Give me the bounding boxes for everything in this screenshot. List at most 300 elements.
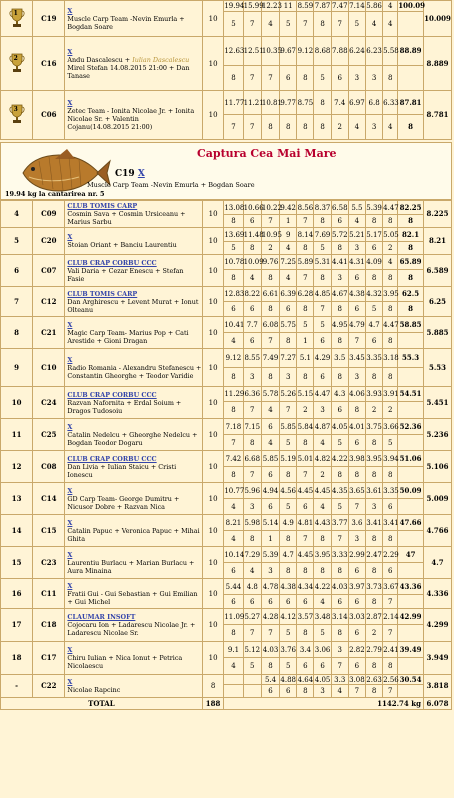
position-cell: 8 xyxy=(280,115,297,140)
position-cell: 5 xyxy=(314,242,331,255)
weight-cell: 9.1 xyxy=(224,642,243,658)
rods-count: 10 xyxy=(202,515,223,547)
rank-number: 3 xyxy=(13,106,18,113)
club-link[interactable]: CLUB TOMIS CARP xyxy=(67,289,138,298)
position-cell: 6 xyxy=(243,215,261,228)
weight-total: 58.85 xyxy=(398,317,424,333)
position-cell: 7 xyxy=(243,625,261,642)
position-cell: 7 xyxy=(243,115,261,140)
rank-number: 18 xyxy=(1,642,33,675)
table-row xyxy=(1,387,452,402)
position-cell: 6 xyxy=(224,595,243,609)
position-cell: 5 xyxy=(280,499,297,515)
position-cell: 8 xyxy=(261,115,279,140)
position-cell: 8 xyxy=(366,658,383,675)
team-name-cell xyxy=(65,642,202,675)
weight-cell: 7.87 xyxy=(314,2,331,10)
position-cell: 5 xyxy=(314,66,331,91)
weight-total: 52.36 xyxy=(398,419,424,435)
average-weight: 5.009 xyxy=(423,483,451,515)
average-weight: 4.336 xyxy=(423,579,451,609)
banner-x-link[interactable]: X xyxy=(137,169,145,179)
weight-cell: 4.12 xyxy=(280,609,297,625)
position-cell: 7 xyxy=(280,402,297,419)
position-cell: 6 xyxy=(331,66,348,91)
weight-cell: 2.79 xyxy=(366,642,383,658)
team-x-link[interactable]: X xyxy=(67,422,73,431)
weight-cell: 3.48 xyxy=(314,609,331,625)
position-cell: 6 xyxy=(280,685,297,698)
weight-cell: 4.45 xyxy=(314,483,331,499)
weight-cell: 6.33 xyxy=(383,91,398,115)
position-cell: 7 xyxy=(297,467,314,483)
team-code: C19 xyxy=(33,1,65,37)
weight-cell: 3.98 xyxy=(348,451,365,467)
weight-cell: 8.37 xyxy=(314,201,331,215)
club-link[interactable]: CLUB CRAP CORBU CCC xyxy=(67,454,157,463)
rods-count: 10 xyxy=(202,349,223,387)
team-name-cell xyxy=(65,609,202,642)
weight-cell: 3.6 xyxy=(348,515,365,531)
weight-cell: 8.55 xyxy=(243,349,261,368)
team-code: C15 xyxy=(33,515,65,547)
team-code: C22 xyxy=(33,675,65,698)
weight-cell: 3.4 xyxy=(297,642,314,658)
banner-code-text: C19 xyxy=(115,169,135,179)
position-cell: 8 xyxy=(297,685,314,698)
average-weight: 8.889 xyxy=(423,37,451,91)
team-name: Mirel Stefan 14.08.2015 21:00 + Dan Tanase xyxy=(67,63,190,80)
weight-cell: 5.14 xyxy=(261,515,279,531)
weight-cell: 12.23 xyxy=(261,2,282,10)
weight-cell: 6.68 xyxy=(243,451,261,467)
weight-cell: 10.77 xyxy=(224,483,243,499)
position-cell: 4 xyxy=(224,531,243,547)
position-cell: 7 xyxy=(243,402,261,419)
table-row xyxy=(1,547,452,563)
ranking-table xyxy=(0,200,452,710)
position-cell: 8 xyxy=(224,402,243,419)
weight-cell: 3.18 xyxy=(383,349,398,368)
weight-cell: 7.18 xyxy=(224,419,243,435)
weight-cell: 2.14 xyxy=(383,609,398,625)
position-cell: 8 xyxy=(224,270,243,287)
position-cell: 3 xyxy=(280,368,297,387)
position-cell: 8 xyxy=(314,531,331,547)
weight-cell: 4.38 xyxy=(348,287,365,302)
rank-number: 11 xyxy=(1,419,33,451)
position-cell: 6 xyxy=(243,595,261,609)
weight-cell: 3.67 xyxy=(383,579,398,595)
position-total xyxy=(398,499,424,515)
position-cell: 3 xyxy=(243,368,261,387)
average-weight: 5.53 xyxy=(423,349,451,387)
rods-count: 10 xyxy=(202,317,223,349)
position-cell: 5 xyxy=(243,658,261,675)
position-cell: 8 xyxy=(224,368,243,387)
position-cell: 8 xyxy=(366,563,383,579)
weight-cell: 7.25 xyxy=(280,255,297,270)
rods-count: 10 xyxy=(202,37,223,91)
table-row xyxy=(1,255,452,270)
position-cell: 8 xyxy=(331,302,348,317)
weight-cell xyxy=(243,675,261,685)
position-cell: 6 xyxy=(348,302,365,317)
position-cell: 8 xyxy=(261,658,279,675)
average-weight: 3.949 xyxy=(423,642,451,675)
weight-cell: 4.81 xyxy=(297,515,314,531)
position-cell: 4 xyxy=(383,115,398,140)
team-x-link[interactable]: X xyxy=(67,233,73,241)
position-cell: 4 xyxy=(348,215,365,228)
position-cell: 7 xyxy=(331,531,348,547)
position-cell: 8 xyxy=(383,333,398,349)
rank-number: 9 xyxy=(1,349,33,387)
position-cell: 4 xyxy=(331,685,348,698)
position-cell: 5 xyxy=(280,12,297,37)
team-x-link[interactable]: X xyxy=(67,99,73,107)
team-x-link[interactable]: X xyxy=(67,518,73,527)
weight-cell: 10.95 xyxy=(261,228,279,242)
team-name-cell xyxy=(65,579,202,609)
rods-count: 10 xyxy=(202,419,223,451)
position-cell: 3 xyxy=(261,563,279,579)
position-cell: 8 xyxy=(297,625,314,642)
weight-cell: 5.21 xyxy=(348,228,365,242)
position-cell: 4 xyxy=(261,402,279,419)
banner-team-code xyxy=(115,169,145,179)
weight-cell: 4.34 xyxy=(297,579,314,595)
weight-cell: 4.56 xyxy=(280,483,297,499)
weight-cell: 7.27 xyxy=(280,349,297,368)
position-cell: 8 xyxy=(348,402,365,419)
weight-cell: 8.21 xyxy=(224,515,243,531)
weight-cell: 4.31 xyxy=(348,255,365,270)
position-total xyxy=(398,333,424,349)
position-cell: 5 xyxy=(383,435,398,451)
position-cell: 6 xyxy=(331,595,348,609)
position-cell: 3 xyxy=(366,66,383,91)
weight-cell: 7.42 xyxy=(224,451,243,467)
position-cell: 7 xyxy=(243,467,261,483)
position-cell: 6 xyxy=(261,685,279,698)
team-name: Zetec Team - Ionita Nicolae Jr. + Ionita Nicolae Sr. + Valentin Cojanu(14.08.2015 21:00) xyxy=(67,107,195,131)
position-cell: 8 xyxy=(297,66,314,91)
weight-cell: 4.47 xyxy=(383,317,398,333)
weight-cell: 5.05 xyxy=(383,228,398,242)
weight-cell: 6.23 xyxy=(366,37,383,66)
weight-cell: 5.26 xyxy=(280,387,297,402)
average-weight: 4.7 xyxy=(423,547,451,579)
position-cell: 8 xyxy=(280,467,297,483)
weight-cell: 3.75 xyxy=(366,419,383,435)
weight-total: 82.25 xyxy=(398,201,424,215)
table-row xyxy=(1,483,452,499)
weight-cell: 5.84 xyxy=(297,419,314,435)
position-cell: 6 xyxy=(280,302,297,317)
team-code: C14 xyxy=(33,483,65,515)
position-cell: 8 xyxy=(331,368,348,387)
average-weight: 8.781 xyxy=(423,91,451,140)
team-x-link[interactable]: X xyxy=(67,550,73,559)
weight-cell: 3 xyxy=(331,642,348,658)
position-total xyxy=(398,368,424,387)
club-link[interactable]: CLUB CRAP CORBU CCC xyxy=(67,390,157,399)
weight-cell: 10.81 xyxy=(261,91,279,115)
weight-cell: 5 xyxy=(314,317,331,333)
position-cell: 8 xyxy=(383,270,398,287)
position-total xyxy=(398,595,424,609)
table-row xyxy=(1,451,452,467)
position-cell: 8 xyxy=(331,242,348,255)
weight-cell: 5 xyxy=(297,317,314,333)
rank-number: 1 xyxy=(13,9,18,17)
rods-count: 10 xyxy=(202,579,223,609)
position-cell: 6 xyxy=(224,302,243,317)
weight-total: 100.09 xyxy=(398,1,425,10)
position-cell: 8 xyxy=(261,270,279,287)
team-name: Catalin Papuc + Veronica Papuc + Mihai Ghita xyxy=(67,526,200,543)
weight-cell: 4.95 xyxy=(331,317,348,333)
team-x-link[interactable]: X xyxy=(67,355,73,364)
weight-cell: 4.35 xyxy=(331,483,348,499)
team-name-cell xyxy=(65,515,202,547)
team-code: C25 xyxy=(33,419,65,451)
position-total xyxy=(398,563,424,579)
weight-cell: 5.39 xyxy=(366,201,383,215)
position-cell: 2 xyxy=(261,242,279,255)
weight-cell: 11 xyxy=(280,1,297,12)
position-cell: 4 xyxy=(243,270,261,287)
weight-cell: 5.85 xyxy=(280,419,297,435)
position-cell: 4 xyxy=(243,563,261,579)
weight-cell: 4.94 xyxy=(261,483,279,499)
position-cell: 8 xyxy=(331,467,348,483)
position-cell: 7 xyxy=(297,531,314,547)
weight-cell: 3.03 xyxy=(348,609,365,625)
average-weight: 4.766 xyxy=(423,515,451,547)
weight-cell: 11.77 xyxy=(224,91,243,115)
weight-cell: 19.94 xyxy=(224,2,245,10)
rods-count: 10 xyxy=(202,451,223,483)
weight-cell: 7.15 xyxy=(243,419,261,435)
team-name-cell xyxy=(65,451,202,483)
team-name-cell xyxy=(65,419,202,451)
position-cell: 4 xyxy=(314,595,331,609)
position-cell: 8 xyxy=(314,563,331,579)
table-row xyxy=(1,609,452,625)
weight-cell: 3.66 xyxy=(383,419,398,435)
weight-cell: 5.4 xyxy=(261,675,279,685)
weight-cell: 5.44 xyxy=(224,579,243,595)
weight-cell: 4.82 xyxy=(314,451,331,467)
team-code: C24 xyxy=(33,387,65,419)
position-cell: 2 xyxy=(383,242,398,255)
team-name: Cosmin Sava + Cosmin Ursiceanu + Marius Sarbu xyxy=(67,210,186,226)
position-cell: 4 xyxy=(348,115,365,140)
average-weight: 6.25 xyxy=(423,287,451,317)
position-cell: 1 xyxy=(297,333,314,349)
rank-cell xyxy=(1,91,33,140)
weight-cell: 3.35 xyxy=(366,349,383,368)
weight-cell: 4.67 xyxy=(331,287,348,302)
position-cell: 4 xyxy=(261,12,279,37)
position-cell: 3 xyxy=(331,270,348,287)
position-cell: 8 xyxy=(366,270,383,287)
table-row xyxy=(1,579,452,595)
rank-number: 14 xyxy=(1,515,33,547)
position-cell: 8 xyxy=(331,563,348,579)
team-name-cell xyxy=(65,387,202,419)
team-code: C11 xyxy=(33,579,65,609)
rods-count: 10 xyxy=(202,228,223,255)
biggest-catch-banner xyxy=(0,142,452,200)
team-name-italic: Iulian Dascalescu xyxy=(132,55,190,64)
weight-cell: 2.56 xyxy=(383,675,399,684)
weight-cell: 4.06 xyxy=(348,387,365,402)
weight-cell: 10.09 xyxy=(243,255,261,270)
team-x-link[interactable]: X xyxy=(67,320,73,329)
weight-cell: 7.14 xyxy=(349,2,365,10)
total-label: TOTAL xyxy=(1,698,203,710)
team-x-link[interactable]: X xyxy=(67,47,73,56)
weight-cell: 4.45 xyxy=(297,547,314,563)
weight-cell: 3.73 xyxy=(366,579,383,595)
position-cell: 8 xyxy=(383,302,398,317)
weight-cell: 4 xyxy=(383,255,398,270)
position-cell: 6 xyxy=(366,242,383,255)
position-cell: 6 xyxy=(348,658,365,675)
rods-count: 10 xyxy=(202,387,223,419)
position-cell: 8 xyxy=(383,215,398,228)
weight-cell: 5.17 xyxy=(366,228,383,242)
team-name: Vali Daria + Cezar Enescu + Stefan Fasie xyxy=(67,266,184,283)
team-x-link[interactable]: X xyxy=(67,6,73,15)
weight-cell: 4.3 xyxy=(331,387,348,402)
position-total xyxy=(398,531,424,547)
weight-cell: 7.49 xyxy=(261,349,279,368)
weight-cell: 6.58 xyxy=(331,201,348,215)
rank-cell xyxy=(1,1,33,37)
rank-number: 2 xyxy=(13,54,18,62)
position-cell: 8 xyxy=(366,467,383,483)
position-cell: 6 xyxy=(280,66,297,91)
position-cell: 3 xyxy=(314,685,331,698)
team-x-link[interactable]: X xyxy=(67,678,73,686)
weight-cell: 4.32 xyxy=(366,287,383,302)
position-cell: 4 xyxy=(280,270,297,287)
position-total: 8 xyxy=(398,115,424,140)
average-weight: 5.106 xyxy=(423,451,451,483)
position-cell: 8 xyxy=(366,435,383,451)
team-x-link[interactable]: X xyxy=(67,646,73,654)
average-weight: 10.009 xyxy=(423,1,451,37)
position-cell: 6 xyxy=(314,333,331,349)
rank-number: 4 xyxy=(1,201,33,228)
weight-cell: 2.47 xyxy=(366,547,383,563)
average-weight: 8.21 xyxy=(423,228,451,255)
team-name-cell xyxy=(65,255,202,287)
weight-cell: 9.67 xyxy=(280,37,297,66)
table-row xyxy=(1,419,452,435)
weight-cell: 5.5 xyxy=(348,201,365,215)
position-cell: 7 xyxy=(348,685,365,698)
rank-number: 15 xyxy=(1,547,33,579)
club-link[interactable]: CLUB TOMIS CARP xyxy=(67,202,138,210)
team-x-link[interactable]: X xyxy=(67,486,73,495)
weight-cell: 3.5 xyxy=(331,349,348,368)
weight-cell: 3.3 xyxy=(331,675,348,685)
position-cell: 7 xyxy=(261,333,279,349)
position-total xyxy=(398,685,424,698)
weight-cell: 10.14 xyxy=(224,547,243,563)
podium-row xyxy=(1,1,452,12)
position-cell: 8 xyxy=(224,625,243,642)
weight-total: 47 xyxy=(398,547,424,563)
team-name: Magic Carp Team- Marius Pop + Cati Arestide + Gioni Dragan xyxy=(67,328,189,345)
position-cell: 7 xyxy=(261,625,279,642)
banner-team-name: Muscle Carp Team -Nevin Emurla + Bogdan Soare xyxy=(87,181,255,189)
position-cell: 4 xyxy=(224,658,243,675)
weight-cell: 5.75 xyxy=(280,317,297,333)
weight-cell: 3.33 xyxy=(331,547,348,563)
podium-row xyxy=(1,91,452,115)
rank-number: 16 xyxy=(1,579,33,609)
weight-cell: 7.4 xyxy=(331,91,348,115)
team-name-cell xyxy=(65,201,202,228)
weight-cell: 4.05 xyxy=(314,675,331,684)
weight-total: 43.36 xyxy=(398,579,424,595)
weight-cell: 10.35 xyxy=(261,37,279,66)
weight-total: 39.49 xyxy=(398,642,424,658)
weight-cell: 6.36 xyxy=(243,387,261,402)
position-cell: 5 xyxy=(331,499,348,515)
position-cell: 8 xyxy=(314,270,331,287)
rank-number: - xyxy=(1,675,33,698)
total-weight: 1142.74 kg xyxy=(224,698,424,710)
weight-cell: 3.91 xyxy=(383,387,398,402)
weight-cell: 5.98 xyxy=(243,515,261,531)
club-link[interactable]: CLUB CRAP CORBU CCC xyxy=(67,258,157,267)
team-code: C10 xyxy=(33,349,65,387)
table-row xyxy=(1,317,452,333)
weight-cell: 8.68 xyxy=(314,37,331,66)
position-cell: 8 xyxy=(331,625,348,642)
team-name: Catalin Nedelcu + Gheorghe Nedelcu + Bogdan Teodor Dogaru xyxy=(67,430,198,447)
position-cell: 1 xyxy=(261,531,279,547)
position-cell: 7 xyxy=(297,12,314,37)
position-cell: 5 xyxy=(280,658,297,675)
position-cell: 8 xyxy=(243,435,261,451)
position-cell: 4 xyxy=(383,12,398,37)
rods-count: 10 xyxy=(202,1,223,37)
team-x-link[interactable]: X xyxy=(67,581,73,590)
position-cell: 8 xyxy=(383,658,398,675)
weight-cell: 6.08 xyxy=(261,317,279,333)
table-row xyxy=(1,675,452,685)
weight-cell: 6.61 xyxy=(261,287,279,302)
position-cell: 3 xyxy=(348,368,365,387)
rods-count: 10 xyxy=(202,255,223,287)
weight-cell: 4.79 xyxy=(348,317,365,333)
club-link[interactable]: CLAUMAR INSOFT xyxy=(67,613,136,621)
weight-cell: 4.7 xyxy=(280,547,297,563)
team-name-cell xyxy=(65,483,202,515)
position-cell: 8 xyxy=(280,563,297,579)
weight-cell: 4.43 xyxy=(314,515,331,531)
weight-cell: 8.75 xyxy=(297,91,314,115)
podium-row xyxy=(1,37,452,66)
